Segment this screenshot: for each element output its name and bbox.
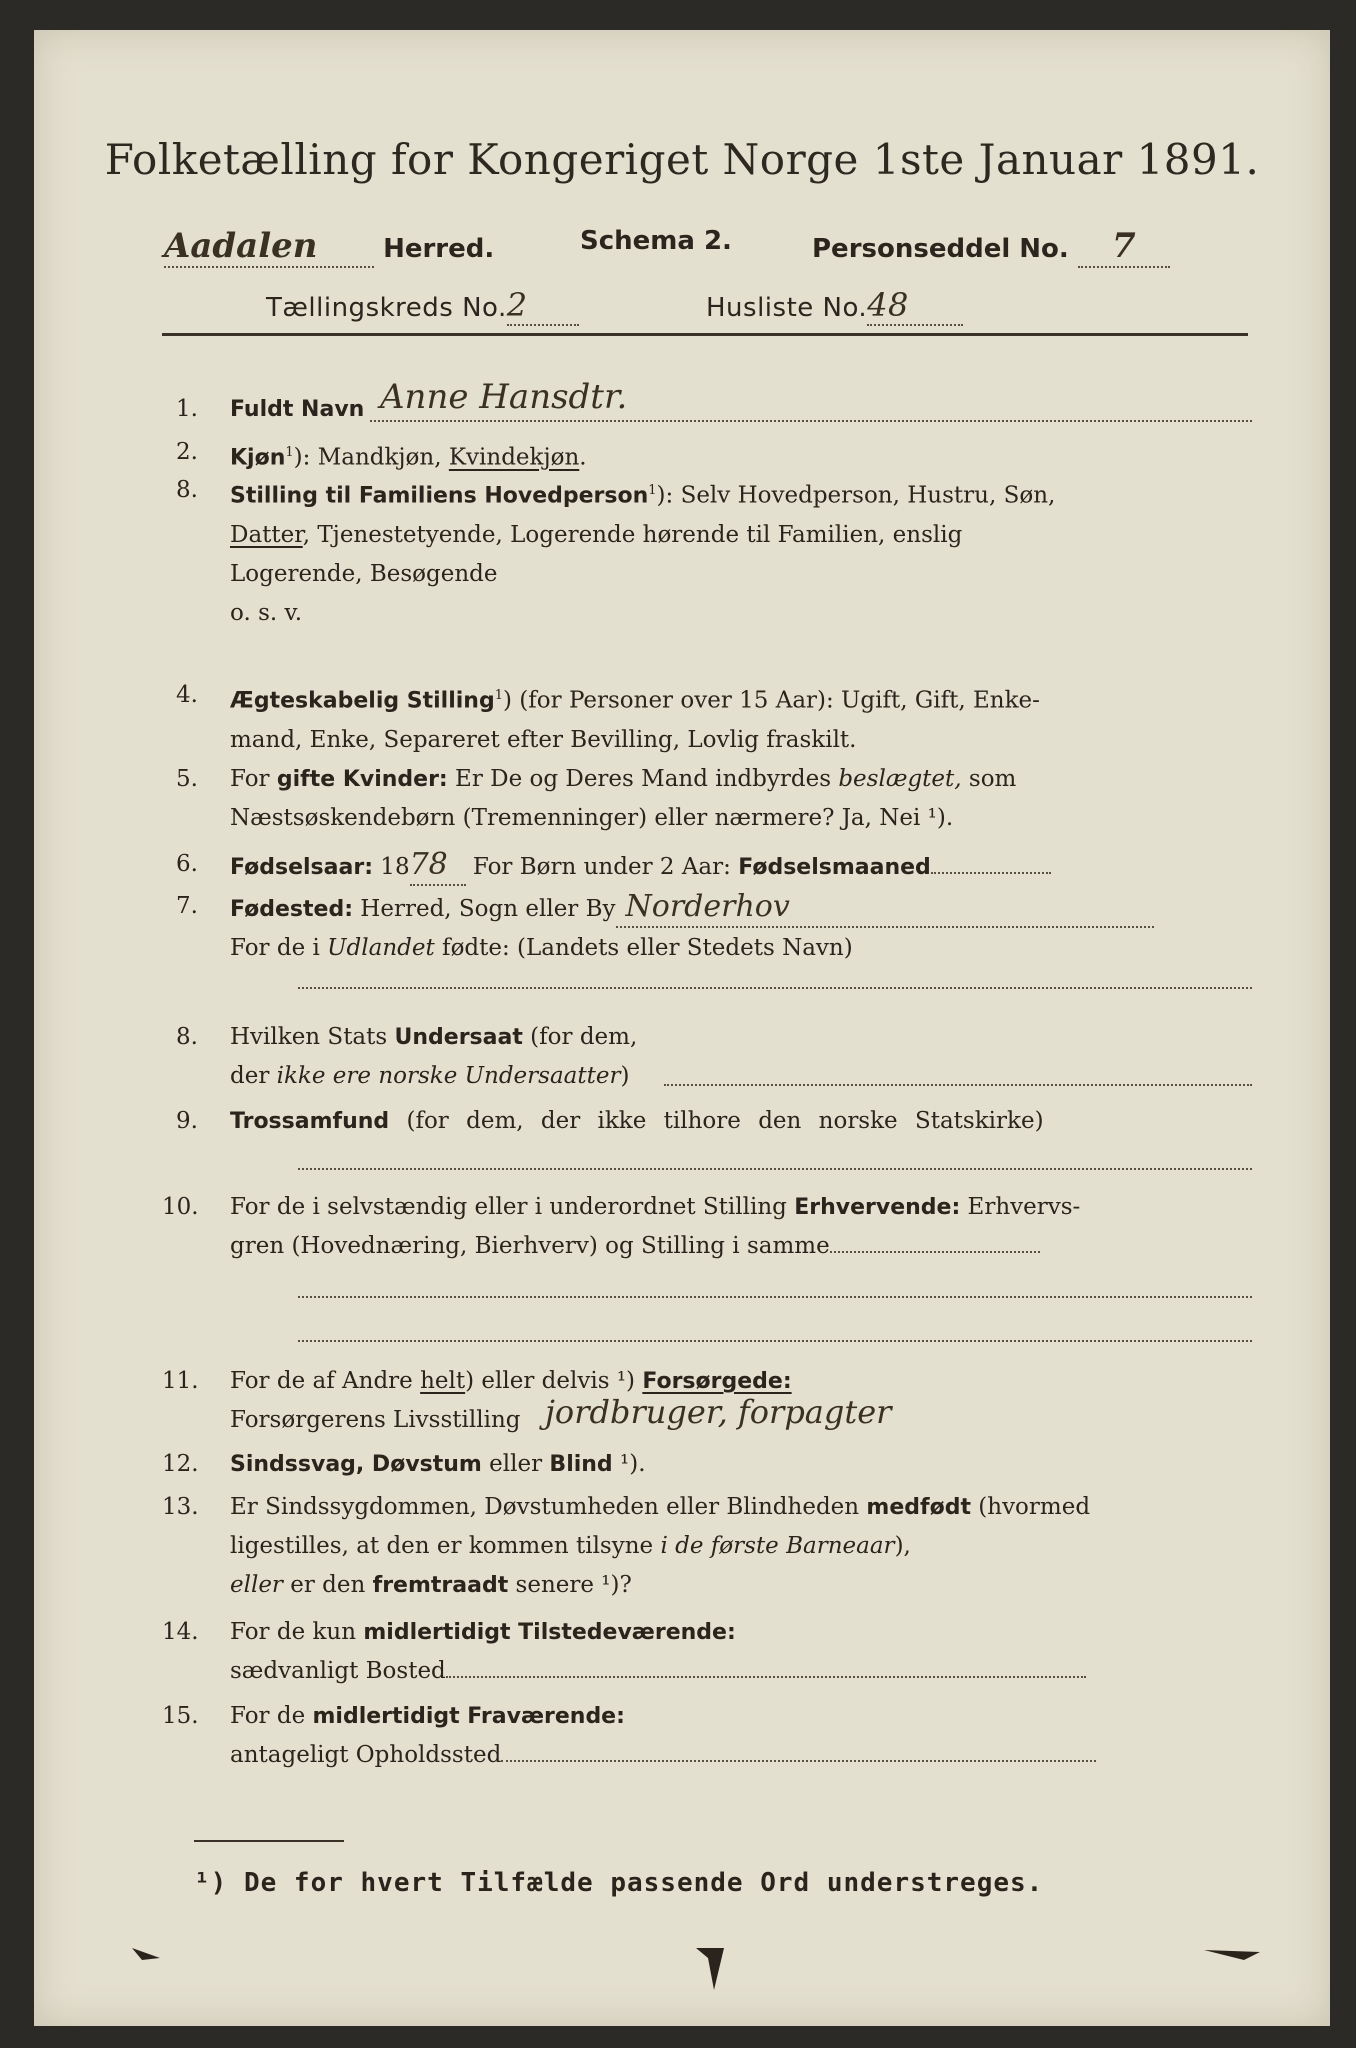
foreign-born-dotline [298, 987, 1252, 989]
family-position-label: Stilling til Familiens Hovedperson [230, 483, 649, 509]
congenital-line3-italic: eller [230, 1572, 283, 1598]
herred-label: Herred. [383, 234, 495, 264]
herred-value: Aadalen [164, 226, 374, 268]
family-position-line3: Logerende, Besøgende [230, 560, 498, 587]
citizenship-label: Undersaat [394, 1025, 523, 1050]
family-position-line1: ): Selv Hovedperson, Hustru, Søn, [656, 482, 1056, 509]
census-form-sheet [34, 30, 1330, 2026]
taellingskreds-value: 2 [507, 286, 579, 326]
footnote: ¹) De for hvert Tilfælde passende Ord understreges. [194, 1868, 1044, 1898]
citizenship-line2-end: ) [620, 1063, 630, 1089]
item-1 [162, 377, 1252, 430]
supported-selected-option: helt [420, 1368, 466, 1394]
occupation-dotline-3 [298, 1340, 1252, 1342]
temporary-absent-text: For de [230, 1703, 313, 1729]
marital-status-line1: ) (for Personer over 15 Aar): Ugift, Gift, Enke- [503, 687, 1040, 714]
birthplace-label: Fødested: [230, 897, 353, 922]
item-number: 2. [176, 439, 198, 465]
herred-line [164, 226, 494, 268]
schema-label: Schema 2. [580, 226, 732, 256]
congenital-text: Er Sindssygdommen, Døvstumheden eller Blindheden [230, 1494, 867, 1520]
married-women-italic: beslægtet, [838, 766, 962, 792]
family-position-selected: Datter [230, 521, 303, 548]
birth-month-text: For Børn under 2 Aar: [465, 854, 739, 880]
footnote-rule [194, 1840, 344, 1842]
citizenship-text-end: (for dem, [522, 1024, 638, 1050]
married-women-text: Er De og Deres Mand indbyrdes [447, 766, 839, 792]
birthplace-value: Norderhov [616, 887, 1154, 928]
sex-label: Kjøn [230, 445, 286, 471]
family-position-line4: o. s. v. [230, 599, 303, 626]
birth-month-dotline [931, 872, 1051, 874]
full-name-label: Fuldt Navn [230, 397, 365, 422]
foreign-born-text: For de i [230, 935, 328, 961]
personseddel-label: Personseddel No. [812, 234, 1069, 264]
family-position-line2: , Tjenestetyende, Logerende hørende til Familien, enslig [302, 521, 963, 548]
footnote-ref: 1 [285, 445, 294, 460]
congenital-text-end: (hvormed [970, 1494, 1091, 1520]
congenital-line2-end: ), [894, 1533, 911, 1559]
form-title: Folketælling for Kongeriget Norge 1ste Januar 1891. [104, 135, 1260, 184]
item-number: 5. [176, 766, 198, 792]
item-number: 9. [176, 1108, 198, 1134]
married-women-prefix: For [230, 766, 277, 792]
marital-status-label: Ægteskabelig Stilling [230, 688, 495, 714]
sex-selected-option: Kvindekjøn [448, 444, 580, 471]
full-name-value: Anne Hansdtr. [380, 377, 628, 417]
birthplace-text: Herred, Sogn eller By [353, 896, 616, 922]
personseddel-line [812, 226, 1170, 268]
married-women-label: gifte Kvinder: [276, 767, 448, 792]
citizenship-line2: der [230, 1063, 277, 1089]
disability-label: Sindssvag, Døvstum [230, 1452, 482, 1477]
supported-label: Forsørgede: [642, 1369, 792, 1394]
occupation-text-end: Erhvervs- [960, 1194, 1081, 1220]
disability-text-end: ¹). [612, 1451, 646, 1477]
taellingskreds-line [266, 286, 579, 326]
item-number: 12. [162, 1451, 199, 1477]
religion-label: Trossamfund [230, 1109, 390, 1134]
item-number: 4. [176, 682, 198, 708]
disability-text: eller [481, 1451, 550, 1477]
husliste-value: 48 [867, 286, 963, 326]
occupation-dotline-1 [830, 1251, 1040, 1253]
congenital-label: medfødt [866, 1495, 971, 1520]
marital-status-line2: mand, Enke, Separeret efter Bevilling, Lovlig fraskilt. [230, 726, 857, 753]
header-rule [162, 333, 1248, 336]
birth-year-prefix: 18 [373, 854, 410, 880]
footnote-ref: 1 [648, 483, 657, 498]
corner-mark-center [694, 1944, 730, 1994]
religion-text: (for dem, der ikke tilhore den norske Statskirke) [389, 1108, 1044, 1134]
occupation-label: Erhvervende: [794, 1195, 961, 1220]
provider-occupation-label: Forsørgerens Livsstilling [230, 1407, 521, 1433]
citizenship-dotline [664, 1084, 1252, 1086]
taellingskreds-label: Tællingskreds No. [266, 293, 507, 323]
foreign-born-italic: Udlandet [327, 935, 435, 961]
item-number: 1. [176, 396, 198, 422]
married-women-text-end: som [961, 766, 1017, 792]
congenital-italic: i de første Barneaar [660, 1533, 895, 1559]
temporary-present-label: midlertidigt Tilstedeværende: [363, 1620, 736, 1645]
usual-residence-dotline [446, 1676, 1086, 1678]
provider-occupation-value: jordbruger, forpagter [545, 1393, 892, 1431]
congenital-line3: er den [282, 1572, 373, 1598]
item-number: 13. [162, 1494, 199, 1520]
disability-label-blind: Blind [549, 1452, 613, 1477]
item-number: 6. [176, 851, 198, 877]
citizenship-italic: ikke ere norske Undersaatter [276, 1063, 621, 1089]
item-number: 14. [162, 1619, 199, 1645]
footnote-ref: 1 [494, 688, 504, 703]
occupation-text: For de i selvstændig eller i underordnet Stilling [230, 1194, 795, 1220]
husliste-line [706, 286, 963, 326]
corner-mark-right [1204, 1944, 1264, 1964]
sex-text-end: . [579, 444, 587, 471]
item-number: 10. [162, 1194, 199, 1220]
temporary-absent-label: midlertidigt Fraværende: [312, 1704, 625, 1729]
religion-dotline [298, 1168, 1252, 1170]
birth-month-label: Fødselsmaaned [738, 855, 931, 880]
item-number: 15. [162, 1703, 199, 1729]
temporary-present-text: For de kun [230, 1619, 364, 1645]
usual-residence-label: sædvanligt Bosted [230, 1658, 446, 1684]
married-women-line2: Næstsøskendebørn (Tremenninger) eller nærmere? Ja, Nei ¹). [230, 805, 954, 831]
probable-residence-dotline [501, 1760, 1096, 1762]
husliste-label: Husliste No. [706, 293, 868, 323]
supported-text: For de af Andre [230, 1368, 421, 1394]
item-number: 8. [176, 1024, 198, 1050]
item-number: 11. [162, 1368, 199, 1394]
sex-text: ): Mandkjøn, [293, 444, 449, 471]
citizenship-text: Hvilken Stats [230, 1024, 395, 1050]
congenital-line2: ligestilles, at den er kommen tilsyne [230, 1533, 661, 1559]
foreign-born-text-end: fødte: (Landets eller Stedets Navn) [434, 935, 853, 961]
item-number: 7. [176, 893, 198, 919]
acquired-label: fremtraadt [372, 1573, 509, 1598]
corner-mark-left [130, 1944, 170, 1964]
supported-text-mid: ) eller delvis ¹) [465, 1368, 643, 1394]
personseddel-value: 7 [1078, 226, 1170, 268]
birth-year-label: Fødselsaar: [230, 855, 373, 880]
birth-year-value: 78 [410, 845, 466, 886]
probable-residence-label: antageligt Opholdssted [230, 1742, 502, 1768]
congenital-line3-end: senere ¹)? [508, 1572, 632, 1598]
occupation-dotline-2 [298, 1296, 1252, 1298]
occupation-line2: gren (Hovednæring, Bierhverv) og Stilling i samme [230, 1233, 830, 1259]
item-number: 8. [176, 477, 198, 503]
full-name-dotline [370, 420, 1252, 422]
